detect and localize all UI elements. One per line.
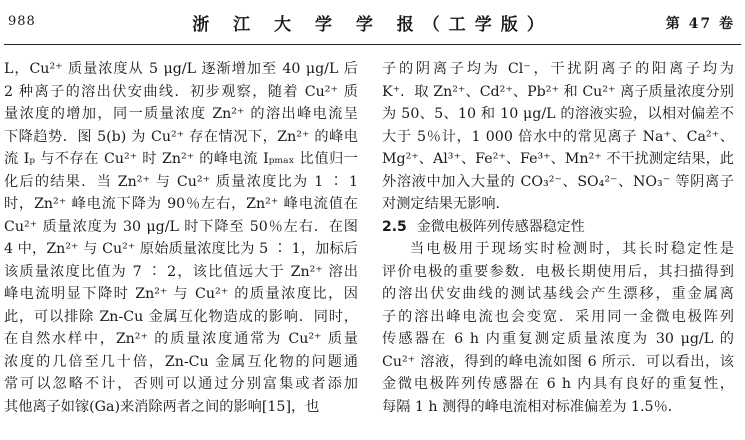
text-line: 下降趋势．图 5(b) 为 Cu²⁺ 存在情况下，Zn²⁺ 的峰电: [4, 128, 358, 145]
text-line: Cu²⁺ 质量浓度为 30 μg/L 时下降至 50％左右．在图: [4, 218, 358, 235]
section-number: 2.5: [382, 218, 407, 235]
text-line: 量浓度的增加，同一质量浓度 Zn²⁺ 的溶出峰电流呈: [4, 106, 358, 122]
text-line: 其他离子如镓(Ga)来消除两者之间的影响[15]，也: [4, 398, 320, 415]
page-number: 988: [8, 14, 36, 29]
text-line: 金微电极阵列传感器在 6 h 内具有良好的重复性，: [382, 376, 734, 392]
right-column: [382, 58, 734, 418]
text-line: 4 中，Zn²⁺ 与 Cu²⁺ 原始质量浓度比为 5 ∶ 1，加标后: [4, 241, 358, 257]
text-line: 流 Iₚ 与不存在 Cu²⁺ 时 Zn²⁺ 的峰电流 Iₚₘₐₓ 比值归一: [4, 151, 358, 167]
page-header: [0, 0, 745, 44]
text-line: 浓度的几倍至几十倍，Zn-Cu 金属互化物的问题通: [4, 353, 358, 370]
text-line: 传感器在 6 h 内重复测定质量浓度为 30 μg/L 的: [382, 331, 734, 347]
section-title: 金微电极阵列传感器稳定性: [416, 218, 585, 235]
section-heading: [382, 216, 734, 239]
text-line: 大于 5％计，1 000 倍水中的常见离子 Na⁺、Ca²⁺、: [382, 128, 734, 145]
text-line: 此，可以排除 Zn-Cu 金属互化物造成的影响．同时，: [4, 308, 358, 325]
text-line: 时，Zn²⁺ 峰电流下降为 90％左右，Zn²⁺ 峰电流值在: [4, 196, 358, 212]
text-line: 每隔 1 h 测得的峰电流相对标准偏差为 1.5％．: [382, 398, 682, 415]
volume-label: 第 47 卷: [665, 16, 735, 32]
text-line: Cu²⁺ 溶液，得到的峰电流如图 6 所示．可以看出，该: [382, 353, 734, 370]
text-line: 当电极用于现场实时检测时，其长时稳定性是: [410, 241, 734, 257]
text-line: 峰电流明显下降时 Zn²⁺ 与 Cu²⁺ 的质量浓度比，因: [4, 286, 358, 302]
text-line: 子的溶出峰电流也会变宽．采用同一金微电极阵列: [382, 308, 734, 325]
left-column: [4, 58, 358, 418]
text-line: L，Cu²⁺ 质量浓度从 5 μg/L 逐渐增加至 40 μg/L 后: [4, 61, 358, 77]
text-line: 为 50、5、10 和 10 μg/L 的溶液实验，以相对偏差不: [382, 106, 734, 122]
text-line: 评价电极的重要参数．电极长期使用后，其扫描得到: [382, 263, 734, 280]
text-line: 在自然水样中，Zn²⁺ 的质量浓度通常为 Cu²⁺ 质量: [4, 331, 358, 347]
text-line: 2 种离子的溶出伏安曲线．初步观察，随着 Cu²⁺ 质: [4, 83, 358, 100]
text-line: K⁺．取 Zn²⁺、Cd²⁺、Pb²⁺ 和 Cu²⁺ 离子质量浓度分别: [382, 83, 734, 100]
text-line: 化后的结果．当 Zn²⁺ 与 Cu²⁺ 质量浓度比为 1 ∶ 1: [4, 173, 358, 190]
text-line: 外溶液中加入大量的 CO₃²⁻、SO₄²⁻、NO₃⁻ 等阴离子: [382, 173, 734, 190]
journal-title: 浙 江 大 学 学 报（工学版）: [192, 15, 553, 35]
text-line: Mg²⁺、Al³⁺、Fe²⁺、Fe³⁺、Mn²⁺ 不干扰测定结果，此: [382, 151, 734, 167]
text-line: 的溶出伏安曲线的测试基线会产生漂移，重金属离: [382, 286, 734, 302]
header-rule: [4, 44, 741, 45]
text-line: 该质量浓度比值为 7 ∶ 2，该比值远大于 Zn²⁺ 溶出: [4, 263, 358, 280]
text-line: 常可以忽略不计，否则可以通过分别富集或者添加: [4, 376, 358, 392]
text-line: 子的阴离子均为 Cl⁻，干扰阴离子的阳离子均为: [382, 61, 734, 77]
text-line: 对测定结果无影响．: [382, 196, 510, 212]
